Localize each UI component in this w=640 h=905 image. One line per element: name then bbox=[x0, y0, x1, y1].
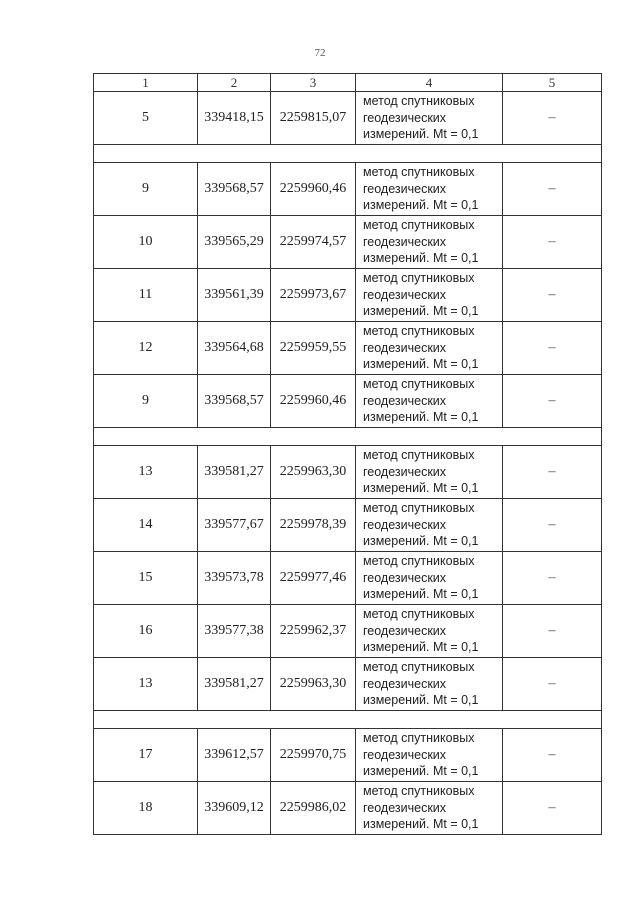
coordinates-table bbox=[93, 73, 602, 835]
column-5-value: – bbox=[503, 605, 602, 658]
column-5-value: – bbox=[503, 322, 602, 375]
column-header-2: 2 bbox=[198, 74, 271, 92]
table-row bbox=[94, 605, 602, 658]
column-5-value: – bbox=[503, 729, 602, 782]
coordinate-y: 2259962,37 bbox=[271, 605, 356, 658]
method-line: геодезических bbox=[363, 676, 447, 691]
section-separator-row bbox=[94, 711, 602, 729]
point-number: 18 bbox=[94, 782, 198, 835]
method-line: геодезических bbox=[363, 800, 447, 815]
method-line: измерений. Mt = 0,1 bbox=[363, 251, 479, 266]
table-row bbox=[94, 216, 602, 269]
method-line: геодезических bbox=[363, 747, 447, 762]
method-line: измерений. Mt = 0,1 bbox=[363, 640, 479, 655]
column-5-value: – bbox=[503, 216, 602, 269]
point-number: 5 bbox=[94, 92, 198, 145]
method-line: метод спутниковых bbox=[363, 554, 475, 569]
column-5-value: – bbox=[503, 658, 602, 711]
method-line: геодезических bbox=[363, 181, 447, 196]
method-line: геодезических bbox=[363, 623, 447, 638]
coordinate-y: 2259963,30 bbox=[271, 658, 356, 711]
method-line: метод спутниковых bbox=[363, 218, 475, 233]
method-description bbox=[356, 92, 503, 145]
method-line: метод спутниковых bbox=[363, 731, 475, 746]
table-row bbox=[94, 269, 602, 322]
point-number: 12 bbox=[94, 322, 198, 375]
table-row bbox=[94, 729, 602, 782]
table-row bbox=[94, 92, 602, 145]
method-line: измерений. Mt = 0,1 bbox=[363, 357, 479, 372]
point-number: 13 bbox=[94, 658, 198, 711]
method-line: измерений. Mt = 0,1 bbox=[363, 817, 479, 832]
method-line: измерений. Mt = 0,1 bbox=[363, 764, 479, 779]
method-description bbox=[356, 782, 503, 835]
point-number: 14 bbox=[94, 499, 198, 552]
column-5-value: – bbox=[503, 375, 602, 428]
separator-cell bbox=[94, 711, 602, 729]
method-line: метод спутниковых bbox=[363, 324, 475, 339]
point-number: 15 bbox=[94, 552, 198, 605]
coordinate-y: 2259959,55 bbox=[271, 322, 356, 375]
coordinate-x: 339565,29 bbox=[198, 216, 271, 269]
method-line: метод спутниковых bbox=[363, 607, 475, 622]
point-number: 16 bbox=[94, 605, 198, 658]
point-number: 10 bbox=[94, 216, 198, 269]
point-number: 9 bbox=[94, 375, 198, 428]
method-description bbox=[356, 499, 503, 552]
method-line: геодезических bbox=[363, 287, 447, 302]
separator-cell bbox=[94, 145, 602, 163]
method-description bbox=[356, 658, 503, 711]
method-line: измерений. Mt = 0,1 bbox=[363, 127, 479, 142]
method-line: метод спутниковых bbox=[363, 448, 475, 463]
column-5-value: – bbox=[503, 269, 602, 322]
method-description bbox=[356, 163, 503, 216]
separator-cell bbox=[94, 428, 602, 446]
method-line: геодезических bbox=[363, 393, 447, 408]
column-5-value: – bbox=[503, 499, 602, 552]
method-description bbox=[356, 375, 503, 428]
coordinate-x: 339568,57 bbox=[198, 375, 271, 428]
coordinate-y: 2259978,39 bbox=[271, 499, 356, 552]
method-line: метод спутниковых bbox=[363, 377, 475, 392]
point-number: 11 bbox=[94, 269, 198, 322]
method-line: метод спутниковых bbox=[363, 94, 475, 109]
point-number: 13 bbox=[94, 446, 198, 499]
coordinate-x: 339418,15 bbox=[198, 92, 271, 145]
method-line: метод спутниковых bbox=[363, 660, 475, 675]
page-number: 72 bbox=[314, 47, 326, 59]
coordinate-x: 339612,57 bbox=[198, 729, 271, 782]
column-header-4: 4 bbox=[356, 74, 503, 92]
coordinate-x: 339561,39 bbox=[198, 269, 271, 322]
coordinate-y: 2259974,57 bbox=[271, 216, 356, 269]
coordinate-y: 2259970,75 bbox=[271, 729, 356, 782]
point-number: 9 bbox=[94, 163, 198, 216]
column-header-3: 3 bbox=[271, 74, 356, 92]
method-line: метод спутниковых bbox=[363, 784, 475, 799]
method-line: метод спутниковых bbox=[363, 271, 475, 286]
table-row bbox=[94, 499, 602, 552]
coordinate-y: 2259960,46 bbox=[271, 375, 356, 428]
column-5-value: – bbox=[503, 552, 602, 605]
method-description bbox=[356, 729, 503, 782]
coordinate-y: 2259963,30 bbox=[271, 446, 356, 499]
header-row bbox=[94, 74, 602, 92]
coordinate-x: 339577,38 bbox=[198, 605, 271, 658]
column-5-value: – bbox=[503, 163, 602, 216]
coordinate-x: 339568,57 bbox=[198, 163, 271, 216]
coordinate-x: 339564,68 bbox=[198, 322, 271, 375]
method-line: метод спутниковых bbox=[363, 165, 475, 180]
method-description bbox=[356, 446, 503, 499]
coordinate-y: 2259973,67 bbox=[271, 269, 356, 322]
method-description bbox=[356, 216, 503, 269]
coordinate-x: 339577,67 bbox=[198, 499, 271, 552]
table-row bbox=[94, 375, 602, 428]
method-line: геодезических bbox=[363, 517, 447, 532]
column-header-5: 5 bbox=[503, 74, 602, 92]
method-line: геодезических bbox=[363, 234, 447, 249]
method-line: метод спутниковых bbox=[363, 501, 475, 516]
coordinate-y: 2259960,46 bbox=[271, 163, 356, 216]
method-line: измерений. Mt = 0,1 bbox=[363, 587, 479, 602]
section-separator-row bbox=[94, 145, 602, 163]
method-line: измерений. Mt = 0,1 bbox=[363, 693, 479, 708]
method-line: измерений. Mt = 0,1 bbox=[363, 198, 479, 213]
method-description bbox=[356, 552, 503, 605]
section-separator-row bbox=[94, 428, 602, 446]
table-row bbox=[94, 552, 602, 605]
method-line: геодезических bbox=[363, 340, 447, 355]
column-5-value: – bbox=[503, 92, 602, 145]
table-row bbox=[94, 322, 602, 375]
method-description bbox=[356, 322, 503, 375]
coordinate-x: 339581,27 bbox=[198, 658, 271, 711]
method-line: измерений. Mt = 0,1 bbox=[363, 534, 479, 549]
table-row bbox=[94, 163, 602, 216]
method-line: измерений. Mt = 0,1 bbox=[363, 410, 479, 425]
method-description bbox=[356, 269, 503, 322]
table-row bbox=[94, 782, 602, 835]
point-number: 17 bbox=[94, 729, 198, 782]
method-line: измерений. Mt = 0,1 bbox=[363, 481, 479, 496]
method-line: измерений. Mt = 0,1 bbox=[363, 304, 479, 319]
table-row bbox=[94, 658, 602, 711]
coordinate-x: 339609,12 bbox=[198, 782, 271, 835]
method-description bbox=[356, 605, 503, 658]
coordinate-x: 339573,78 bbox=[198, 552, 271, 605]
column-5-value: – bbox=[503, 446, 602, 499]
method-line: геодезических bbox=[363, 110, 447, 125]
coordinate-y: 2259815,07 bbox=[271, 92, 356, 145]
coordinate-y: 2259986,02 bbox=[271, 782, 356, 835]
coordinate-y: 2259977,46 bbox=[271, 552, 356, 605]
column-5-value: – bbox=[503, 782, 602, 835]
method-line: геодезических bbox=[363, 464, 447, 479]
table-body bbox=[94, 92, 602, 835]
method-line: геодезических bbox=[363, 570, 447, 585]
column-header-1: 1 bbox=[94, 74, 198, 92]
coordinate-x: 339581,27 bbox=[198, 446, 271, 499]
table-row bbox=[94, 446, 602, 499]
